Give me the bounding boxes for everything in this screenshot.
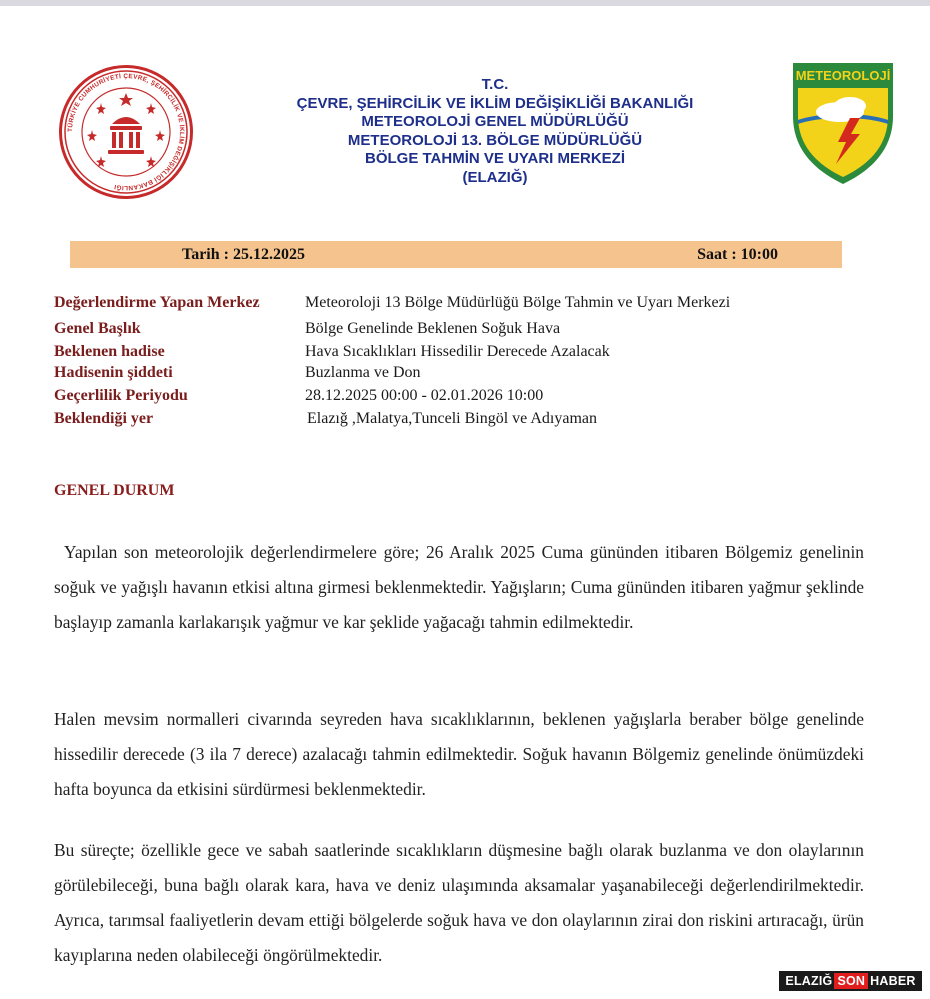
- paragraph-1: Yapılan son meteorolojik değerlendirmelere göre; 26 Aralık 2025 Cuma gününden itibaren Bölgemiz genelinin soğuk ve yağışlı havanın etkisi altına girmesi beklenmektedir. Yağışların; Cuma gününden itibaren yağmur şeklinde başlayıp zamanla karlakarışık yağmur ve kar şeklide yağacağı tahmin edilmektedir.: [54, 542, 864, 632]
- info-label: Genel Başlık: [54, 320, 141, 337]
- header-line-ministry: ÇEVRE, ŞEHİRCİLİK VE İKLİM DEĞİŞİKLİĞİ BAKANLIĞI: [296, 94, 694, 112]
- header-line-city: (ELAZIĞ): [462, 168, 528, 186]
- info-label: Geçerlilik Periyodu: [54, 387, 188, 404]
- paragraph-3: Bu süreçte; özellikle gece ve sabah saatlerinde sıcaklıkların düşmesine bağlı olarak buzlanma ve don olaylarının görülebileceği, buna bağlı olarak kara, hava ve deniz ulaşımında aksamalar yaşanabileceği değerlendirilmektedir. Ayrıca, tarımsal faaliyetlerin devam ettiği bölgelerde soğuk hava ve don olaylarının zirai don riskini artıracağı, ürün kayıplarına neden olabileceği öngörülmektedir.: [54, 840, 864, 965]
- brand-part-3: HABER: [870, 974, 916, 988]
- top-border: [0, 0, 930, 6]
- time-label: Saat : 10:00: [697, 246, 778, 263]
- info-row: [54, 294, 894, 320]
- logo-text: METEOROLOJİ: [795, 68, 891, 83]
- meteoroloji-logo-icon: [790, 60, 896, 186]
- paragraph-2: Halen mevsim normalleri civarında seyreden hava sıcaklıklarının, beklenen yağışlarla beraber bölge genelinde hissedilir derecede (3 ila 7 derece) azalacağı tahmin edilmektedir. Soğuk havanın Bölgemiz genelinde önümüzdeki hafta boyunca da etkisini sürdürmesi beklenmektedir.: [54, 709, 864, 799]
- info-row: [54, 387, 894, 410]
- header-line-general-directorate: METEOROLOJİ GENEL MÜDÜRLÜĞÜ: [361, 113, 629, 130]
- info-label: Değerlendirme Yapan Merkez: [54, 294, 260, 311]
- info-row: [54, 364, 894, 387]
- info-value: Elazığ ,Malatya,Tunceli Bingöl ve Adıyaman: [307, 410, 598, 427]
- info-row: [54, 343, 894, 364]
- info-row: [54, 410, 894, 433]
- elazig-son-haber-watermark: [779, 971, 922, 991]
- info-value: Buzlanma ve Don: [305, 364, 421, 381]
- header-line-regional-directorate: METEOROLOJİ 13. BÖLGE MÜDÜRLÜĞÜ: [347, 131, 643, 149]
- info-label: Beklendiği yer: [54, 410, 154, 427]
- brand-part-1: ELAZIĞ: [785, 974, 833, 988]
- info-row: [54, 320, 894, 343]
- section-title-genel-durum: GENEL DURUM: [54, 482, 175, 499]
- info-value: Hava Sıcaklıkları Hissedilir Derecede Azalacak: [305, 343, 610, 360]
- brand-part-2: SON: [834, 973, 868, 989]
- ministry-seal-icon: [56, 62, 196, 202]
- seal-ring-text: TÜRKİYE CUMHURİYETİ ÇEVRE, ŞEHİRCİLİK VE İKLİM DEĞİŞİKLİĞİ BAKANLIĞI: [66, 72, 186, 192]
- header-line-tc: T.C.: [481, 76, 509, 93]
- document-header: [230, 76, 760, 187]
- info-value: Bölge Genelinde Beklenen Soğuk Hava: [305, 320, 561, 337]
- info-label: Hadisenin şiddeti: [54, 364, 173, 381]
- info-value: Meteoroloji 13 Bölge Müdürlüğü Bölge Tahmin ve Uyarı Merkezi: [305, 294, 731, 311]
- info-value: 28.12.2025 00:00 - 02.01.2026 10:00: [305, 387, 544, 404]
- warning-info-table: [54, 294, 894, 433]
- header-line-forecast-center: BÖLGE TAHMİN VE UYARI MERKEZİ: [364, 150, 626, 167]
- date-time-bar: [70, 241, 842, 268]
- date-label: Tarih : 25.12.2025: [182, 246, 305, 263]
- info-label: Beklenen hadise: [54, 343, 165, 360]
